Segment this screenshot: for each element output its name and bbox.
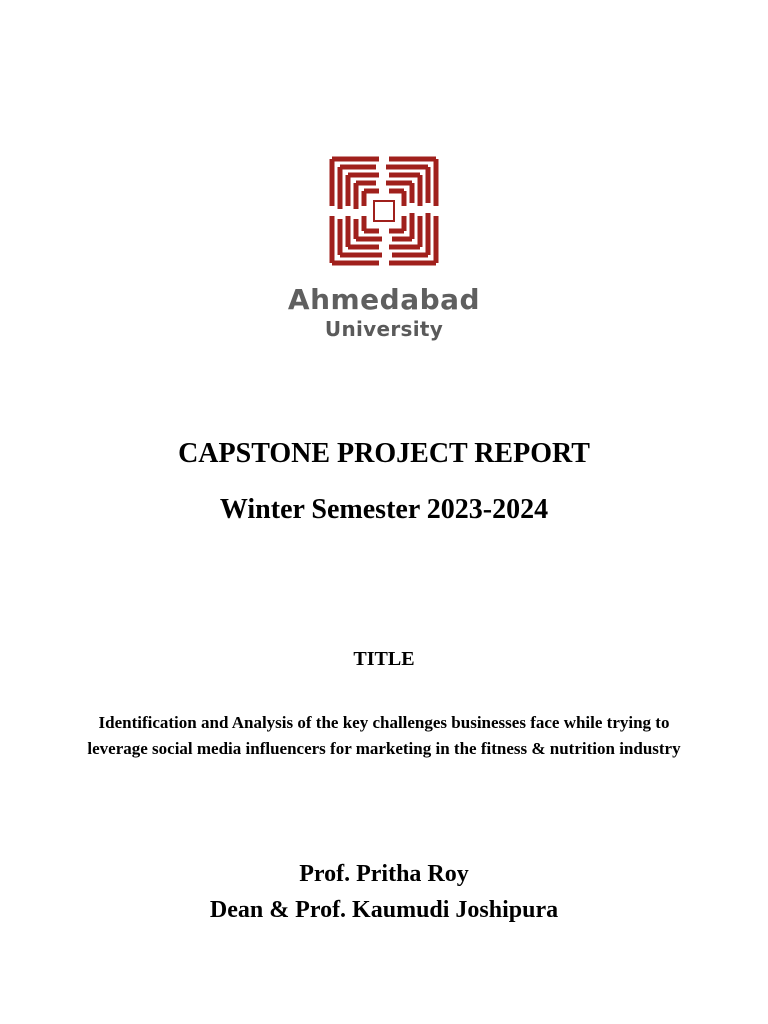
faculty-line-1: Prof. Pritha Roy: [299, 861, 469, 887]
faculty-line-2: Dean & Prof. Kaumudi Joshipura: [209, 897, 559, 923]
university-emblem-icon: [329, 155, 439, 267]
university-name-line1: Ahmedabad: [287, 283, 481, 316]
semester-heading: Winter Semester 2023-2024: [219, 494, 549, 525]
title-label: TITLE: [353, 648, 415, 670]
project-title: Identification and Analysis of the key challenges businesses face while trying to leverage social media influencers for marketing in the fitness & nutrition industry: [87, 713, 681, 758]
report-heading: CAPSTONE PROJECT REPORT: [178, 438, 590, 469]
emblem-center: [374, 201, 394, 221]
university-name-line2: University: [324, 317, 444, 341]
